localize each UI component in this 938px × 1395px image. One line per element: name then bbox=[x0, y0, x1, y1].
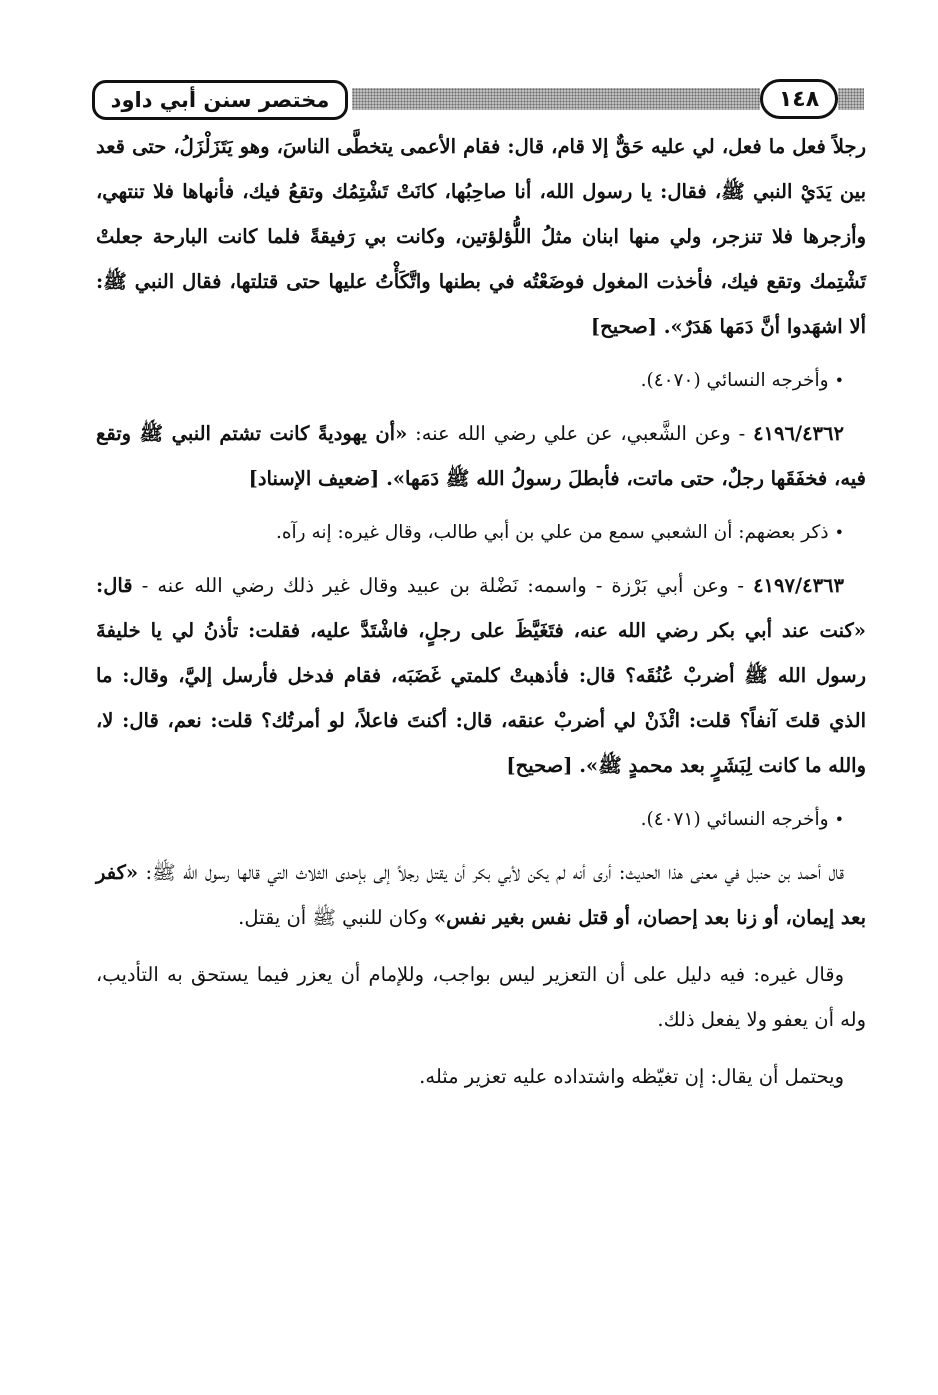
bullet: • bbox=[834, 810, 844, 829]
page-number-frame bbox=[760, 79, 838, 119]
grade-tag: [ضعيف الإسناد] bbox=[248, 467, 380, 490]
bullet: • bbox=[834, 371, 844, 390]
takhrij-note bbox=[96, 800, 866, 840]
note-text: ذكر بعضهم: أن الشعبي سمع من علي بن أبي طالب، وقال غيره: إنه رآه. bbox=[275, 522, 829, 543]
commentary-text: قال أحمد بن حنبل في معنى هذا الحديث: أرى أنه لم يكن لأبي بكر أن يقتل رجلاً إلى بإحدى الثلاث التي قالها رسول الله ﷺ: bbox=[138, 861, 844, 884]
hadith-text: رجلاً فعل ما فعل، لي عليه حَقٌّ إلا قام، قال: فقام الأعمى يتخطَّى الناسَ، وهو يَتَزَلْزَلُ، حتى قعد بين يَدَيْ النبي ﷺ، فقال: يا رسول الله، أنا صاحِبُها، كانَتْ تَشْتِمُك وتقعُ فيك، فأنهاها فلا تنتهي، وأزجرها فلا تنزجر، ولي منها ابنان مثلُ اللُّؤلؤتين، وكانت بي رَفيقةً فلما كانت البارحة جعلتْ تَشْتِمك وتقع فيك، فأخذت المغول فوضَعْتُه في بطنها واتَّكَأْتُ عليها حتى قتلتها، فقال النبي ﷺ: ألا اشهَدوا أنَّ دَمَها هَدَرٌ». bbox=[96, 135, 866, 338]
hadith-text: قال: «كنت عند أبي بكر رضي الله عنه، فتَغَيَّظَ على رجلٍ، فاشْتَدَّ عليه، فقلت: تأذنُ لي يا خليفةَ رسول الله ﷺ أضربْ عُنُقَه؟ قال: فأذهبتْ كلمتي غَضَبَه، فقام فدخل فأرسل إليَّ، وقال: ما الذي قلتَ آنفاً؟ قلت: ائْذَنْ لي أضربْ عنقه، قال: أكنتَ فاعلاً، لو أمرتُك؟ قلت: نعم، قال: لا، والله ما كانت لِبَشَرٍ بعد محمدٍ ﷺ». bbox=[96, 574, 866, 777]
commentary-text-end: وكان للنبي ﷺ أن يقتل. bbox=[238, 906, 434, 929]
header-decorative-band-end bbox=[838, 88, 864, 110]
hadith-number: ٤١٩٦/٤٣٦٢ bbox=[753, 422, 844, 445]
hadith-continuation bbox=[96, 124, 866, 349]
hadith-entry bbox=[96, 411, 866, 501]
hadith-narrator: - وعن الشَّعبي، عن علي رضي الله عنه: bbox=[407, 422, 754, 445]
takhrij-note bbox=[96, 361, 866, 401]
header-decorative-band bbox=[352, 88, 760, 110]
grade-tag: [صحيح] bbox=[590, 315, 657, 338]
hadith-narrator: - وعن أبي بَرْزة - واسمه: نَضْلة بن عبيد وقال غير ذلك رضي الله عنه - bbox=[132, 574, 754, 597]
commentary-quote: «كفر بعد إيمان، أو زنا بعد إحصان، أو قتل نفس بغير نفس» bbox=[96, 861, 866, 929]
hadith-text: «أن يهوديةً كانت تشتم النبي ﷺ وتقع فيه، فخفَقَها رجلٌ، حتى ماتت، فأبطلَ رسولُ الله ﷺ دَمَها». bbox=[96, 422, 866, 490]
commentary-text: ويحتمل أن يقال: إن تغيّظه واشتداده عليه تعزير مثله. bbox=[419, 1065, 844, 1088]
book-title: مختصر سنن أبي داود bbox=[110, 88, 330, 112]
page-body bbox=[96, 124, 866, 1111]
page-number: ١٤٨ bbox=[778, 86, 820, 112]
grade-tag: [صحيح] bbox=[506, 754, 573, 777]
book-title-frame bbox=[92, 80, 348, 120]
hadith-number: ٤١٩٧/٤٣٦٣ bbox=[753, 574, 844, 597]
commentary-text: وقال غيره: فيه دليل على أن التعزير ليس بواجب، وللإمام أن يعزر فيما يستحق به التأديب، وله أن يعفو ولا يفعل ذلك. bbox=[96, 963, 866, 1031]
commentary-paragraph bbox=[96, 952, 866, 1042]
running-header bbox=[0, 0, 938, 130]
hadith-entry bbox=[96, 563, 866, 788]
bullet: • bbox=[834, 523, 844, 542]
commentary-paragraph bbox=[96, 850, 866, 940]
commentary-paragraph bbox=[96, 1054, 866, 1099]
note-text: وأخرجه النسائي (٤٠٧١). bbox=[640, 809, 829, 830]
note-text: وأخرجه النسائي (٤٠٧٠). bbox=[640, 370, 829, 391]
isnad-note bbox=[96, 513, 866, 553]
